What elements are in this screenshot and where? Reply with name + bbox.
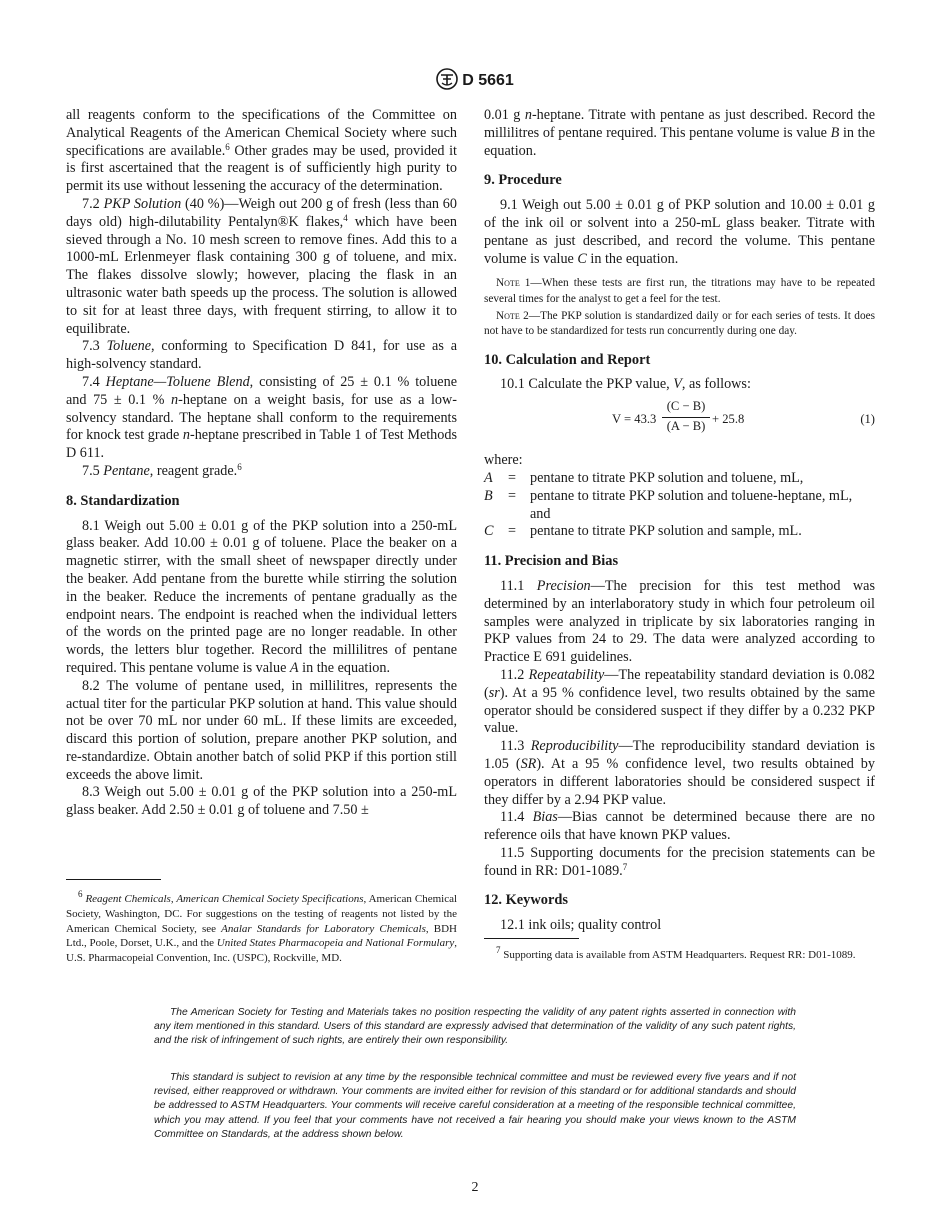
equation-lhs: V = 43.3: [612, 412, 657, 427]
paragraph-11-4: 11.4 Bias—Bias cannot be determined because there are no reference oils that have known PKP values.: [484, 809, 875, 844]
paragraph-11-1: 11.1 Precision—The precision for this test method was determined by an interlaboratory study in which four petroleum oil samples were analyzed in triplicate by six laboratories ranging in PKP values from 24 to 29. The data were analyzed according to Practice E 691 guidelines.: [484, 577, 875, 666]
paragraph-8-1: 8.1 Weigh out 5.00 ± 0.01 g of the PKP solution into a 250-mL glass beaker. Add 10.00 ± 0.01 g of toluene. Place the beaker on a magnetic stirrer, with the small sheet of newspaper directly under the beaker. Add pentane from the burette while stirring the solution in the beaker. Reduce the increments of pentane gradually as the endpoint nears. The endpoint is reached when the individual letters of the words on the printed page are no longer readable. In other words, the letters blur together. Record the millilitres of pentane required. This pentane volume is value A in the equation.: [66, 517, 457, 676]
note-1: Note 1—When these tests are first run, the titrations may have to be repeated several times for the analyst to get a feel for the test.: [484, 277, 875, 305]
paragraph-8-3: 8.3 Weigh out 5.00 ± 0.01 g of the PKP solution into a 250-mL glass beaker. Add 2.50 ± 0.01 g of toluene and 7.50 ±: [66, 784, 457, 819]
left-column: [66, 107, 457, 820]
paragraph-10-1: 10.1 Calculate the PKP value, V, as follows:: [500, 376, 751, 393]
section-heading-precision-bias: 11. Precision and Bias: [484, 553, 619, 570]
equation-numerator: (C − B): [662, 398, 710, 418]
section-heading-standardization: 8. Standardization: [66, 492, 180, 509]
footnote-7-block: [484, 938, 875, 963]
paragraph-11-2: 11.2 Repeatability—The repeatability standard deviation is 0.082 (sr). At a 95 % confidence level, two results obtained by the same operator should be considered suspect if they differ by a 0.232 PKP value.: [484, 666, 876, 737]
paragraph-7-5: 7.5 Pentane, reagent grade.$^6$: [82, 461, 242, 479]
equation-1: [484, 398, 875, 444]
equation-fraction: [662, 398, 710, 436]
patent-disclaimer: The American Society for Testing and Materials takes no position respecting the validity of any patent rights asserted in connection with any item mentioned in this standard. Users of this standard are expressly advised that determination of the validity of any such patent rights, and the risk of infringement of such rights, are entirely their own responsibility.: [154, 1007, 796, 1047]
page-header: [0, 68, 950, 90]
document-id: D 5661: [462, 72, 514, 89]
page-number: 2: [471, 1180, 479, 1195]
equation-rhs: + 25.8: [712, 412, 745, 427]
paragraph-11-5: 11.5 Supporting documents for the precision statements can be found in RR: D01-1089.$^7$: [484, 844, 875, 879]
definition-row: B = pentane to titrate PKP solution and toluene-heptane, mL, and: [484, 487, 853, 522]
paragraph-reagents-intro: all reagents conform to the specifications of the Committee on Analytical Reagents of the American Chemical Society where such specifications are available.$^6$ Other grades may be used, provided it is first ascertained that the reagent is of sufficiently high purity to permit its use without lessening the accuracy of the determination.: [66, 107, 457, 195]
footnote-6: $^6$ Reagent Chemicals, American Chemical Society Specifications, American Chemical Society, Washington, DC. For suggestions on the testing of reagents not listed by the American Chemical Society, see Analar Standards for Laboratory Chemicals, BDH Ltd., Poole, Dorset, U.K., and the United States Pharmacopeia and National Formulary, U.S. Pharmacopeial Convention, Inc. (USPC), Rockville, MD.: [66, 889, 458, 965]
footnote-7: $^7$ Supporting data is available from ASTM Headquarters. Request RR: D01-1089.: [496, 945, 856, 961]
note-2: Note 2—The PKP solution is standardized daily or for each series of tests. It does not have to be standardized for tests run concurrently during one day.: [484, 309, 875, 338]
variable-definitions: [484, 452, 875, 541]
paragraph-12-1: 12.1 ink oils; quality control: [500, 917, 662, 934]
paragraph-7-3: 7.3 Toluene, conforming to Specification D 841, for use as a high-solvency standard.: [66, 338, 457, 373]
where-label: where:: [484, 452, 523, 469]
section-heading-keywords: 12. Keywords: [484, 892, 568, 909]
paragraph-7-2: 7.2 PKP Solution (40 %)—Weigh out 200 g of fresh (less than 60 days old) high-dilutability Pentalyn®K flakes,$^4$ which have been sieved through a No. 10 mesh screen to remove fines. Add this to a 1000-mL Erlenmeyer flask containing 300 g of toluene, and mix. The flakes dissolve slowly; however, placing the flask in an ultrasonic water bath speeds up the process. The solution is allowed to sit for at least three days, with frequent stirring, to allow it to equilibrate.: [66, 195, 457, 337]
footnote-divider: [484, 938, 579, 939]
equation-number: (1): [860, 412, 875, 427]
footnote-divider: [66, 879, 161, 880]
paragraph-8-3-continued: 0.01 g n-heptane. Titrate with pentane as just described. Record the millilitres of pentane required. This pentane volume is value B in the equation.: [484, 107, 875, 159]
section-heading-calculation: 10. Calculation and Report: [484, 351, 651, 368]
equation-denominator: (A − B): [666, 418, 706, 433]
astm-logo-icon: [436, 68, 458, 90]
paragraph-9-1: 9.1 Weigh out 5.00 ± 0.01 g of PKP solution and 10.00 ± 0.01 g of the ink oil or solvent into a 250-mL glass beaker. Titrate with pentane as just described, and record the volume. This pentane volume is value C in the equation.: [484, 197, 875, 267]
revision-disclaimer: This standard is subject to revision at any time by the responsible technical committee and must be reviewed every five years and if not revised, either reapproved or withdrawn. Your comments are invited either for revision of this standard or for additional standards and should be addressed to ASTM Headquarters. Your comments will receive careful consideration at a meeting of the responsible technical committee, which you may attend. If you feel that your comments have not received a fair hearing you should make your views known to the ASTM Committee on Standards, at the address shown below.: [154, 1072, 796, 1140]
section-heading-procedure: 9. Procedure: [484, 172, 562, 189]
footnote-6-block: [66, 879, 457, 966]
definition-row: A = pentane to titrate PKP solution and toluene, mL,: [484, 469, 804, 486]
paragraph-8-2: 8.2 The volume of pentane used, in millilitres, represents the actual titer for the particular PKP solution at hand. This value should not be over 70 mL nor under 60 mL. If these limits are exceeded, discard this portion of solution, prepare another PKP solution, and re-standardize. Obtain another batch of solid PKP if this portion still exceeds the above limit.: [66, 677, 457, 783]
paragraph-7-4: 7.4 Heptane—Toluene Blend, consisting of 25 ± 0.1 % toluene and 75 ± 0.1 % n-heptane on a weight basis, for use as a low-solvency standard. The heptane shall conform to the requirements for knock test grade n-heptane prescribed in Table 1 of Test Methods D 611.: [66, 373, 457, 462]
paragraph-11-3: 11.3 Reproducibility—The reproducibility standard deviation is 1.05 (SR). At a 95 % confidence level, two results obtained by operators in different laboratories should be considered suspect if they differ by a 2.94 PKP value.: [484, 738, 875, 808]
definition-row: C = pentane to titrate PKP solution and sample, mL.: [484, 523, 802, 540]
right-column: [484, 107, 875, 935]
